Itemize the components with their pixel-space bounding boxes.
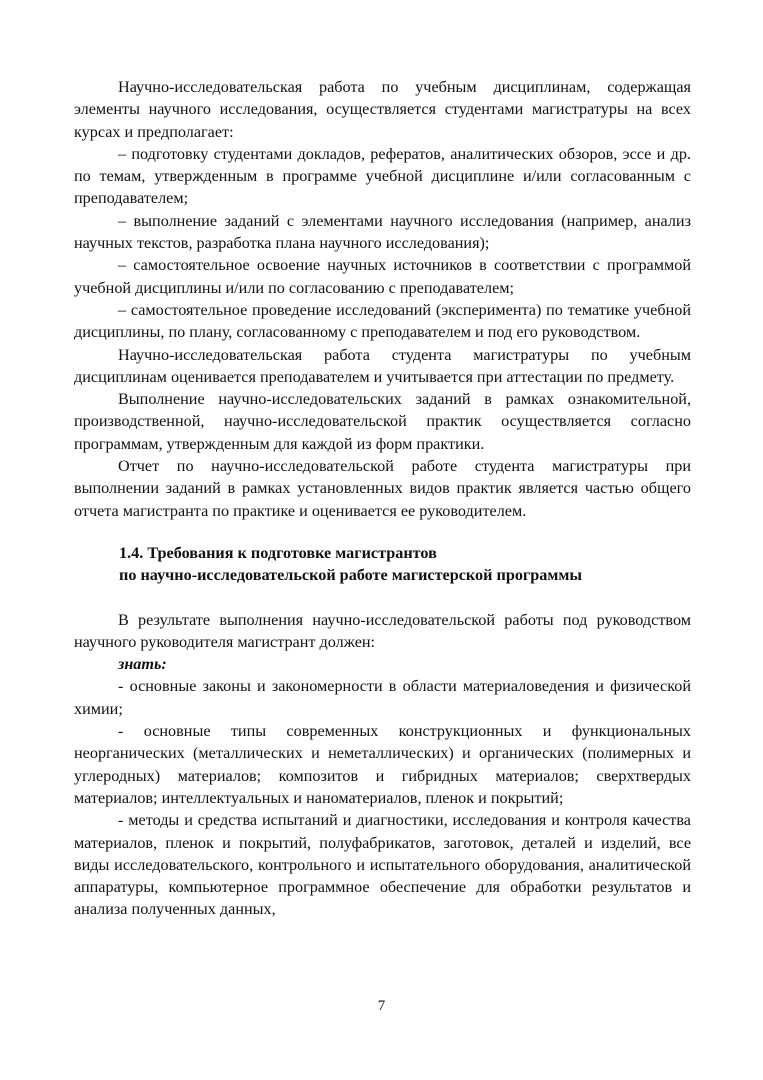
section-heading-line-2: по научно-исследовательской работе магистерской программы: [119, 566, 583, 585]
paragraph: Научно-исследовательская работа по учебным дисциплинам, содержащая элементы научного исследования, осуществляется студентами магистратуры на всех курсах и предполагает:: [74, 78, 691, 141]
list-item: – выполнение заданий с элементами научного исследования (например, анализ научных текстов, разработка плана научного исследования);: [74, 211, 691, 253]
list-item: – самостоятельное проведение исследований (эксперимента) по тематике учебной дисциплины, по плану, согласованному с преподавателем и под его руководством.: [74, 300, 691, 342]
page-content: [74, 76, 691, 921]
intro-paragraph: В результате выполнения научно-исследовательской работы под руководством научного руководителя магистрант должен:: [74, 610, 691, 651]
paragraph: Выполнение научно-исследовательских заданий в рамках ознакомительной, производственной, научно-исследовательской практик осуществляется согласно программам, утвержденным для каждой из форм практики.: [74, 390, 691, 453]
know-item: - методы и средства испытаний и диагностики, исследования и контроля качества материалов, пленок и покрытий, полуфабрикатов, заготовок, деталей и изделий, все виды исследовательского, контрольного и испытательного оборудования, аналитической аппаратуры, компьютерное программное обеспечение для обработки результатов и анализа полученных данных,: [74, 811, 691, 919]
know-item: - основные законы и закономерности в области материаловедения и физической химии;: [74, 677, 691, 718]
section-heading-line-1: 1.4. Требования к подготовке магистрантов: [119, 543, 437, 562]
paragraph: Отчет по научно-исследовательской работе студента магистратуры при выполнении заданий в рамках установленных видов практик является частью общего отчета магистранта по практике и оценивается ее руководителем.: [74, 457, 691, 520]
spacer: [74, 522, 691, 542]
spacer: [74, 587, 691, 609]
list-item: – подготовку студентами докладов, рефератов, аналитических обзоров, эссе и др. по темам, утвержденным в программе учебной дисциплине и/или согласованным с преподавателем;: [74, 144, 691, 208]
paragraph: Научно-исследовательская работа студента магистратуры по учебным дисциплинам оценивается преподавателем и учитывается при аттестации по предмету.: [74, 345, 691, 386]
section-heading: [74, 542, 691, 587]
know-label: знать:: [118, 655, 167, 674]
page-number: 7: [377, 998, 386, 1014]
know-item: - основные типы современных конструкционных и функциональных неорганических (металлических и неметаллических) и органических (полимерных и углеродных) материалов; композитов и гибридных материалов; сверхтвердых материалов; интеллектуальных и наноматериалов, пленок и покрытий;: [74, 722, 691, 807]
list-item: – самостоятельное освоение научных источников в соответствии с программой учебной дисциплины и/или по согласованию с преподавателем;: [74, 256, 691, 297]
